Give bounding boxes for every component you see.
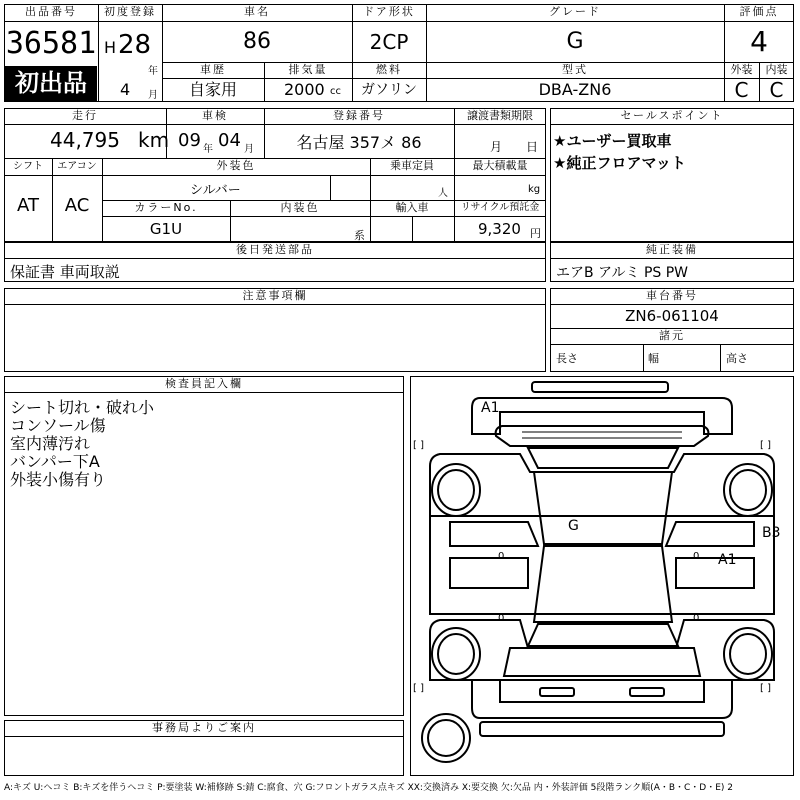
recycle: 9,320 — [478, 220, 521, 238]
mileage: 44,795 — [50, 128, 120, 152]
inspector-line-4: バンパー下A — [10, 452, 100, 471]
bracket-left-bottom: [ ] — [413, 683, 424, 694]
sales-point-1: ★ユーザー買取車 — [553, 132, 672, 150]
mileage-unit: km — [138, 128, 170, 152]
interior-label: 内装 — [765, 63, 788, 76]
equipment-label: 純正装備 — [646, 243, 698, 256]
equipment: エアB アルミ PS PW — [556, 265, 689, 281]
transfer-label: 譲渡書類期限 — [467, 109, 533, 122]
inspection-month-unit: 月 — [244, 144, 254, 155]
capacity-unit: 人 — [438, 188, 448, 199]
car-name-label: 車名 — [244, 5, 270, 18]
reg-no: 名古屋 357メ 86 — [296, 133, 422, 152]
mark-a1-side: A1 — [718, 552, 737, 568]
displacement: 2000 — [284, 80, 325, 99]
sales-points-block — [550, 108, 794, 242]
era: H — [104, 38, 117, 57]
inspection-month: 04 — [218, 130, 241, 151]
first-listing-badge: 初出品 — [5, 66, 97, 101]
lot-no-label: 出品番号 — [25, 5, 77, 18]
width-label: 幅 — [648, 352, 659, 365]
length-label: 長さ — [556, 352, 578, 365]
later-parts-label: 後日発送部品 — [236, 243, 314, 256]
transfer-day-unit: 日 — [526, 140, 539, 154]
notes-label: 注意事項欄 — [242, 289, 308, 302]
shift: AT — [17, 195, 39, 216]
car-name: 86 — [243, 29, 271, 54]
exterior-label: 外装 — [730, 63, 753, 76]
displacement-label: 排気量 — [288, 63, 328, 76]
ac: AC — [64, 195, 90, 216]
sales-point-2: ★純正フロアマット — [553, 154, 686, 172]
recycle-label: リサイクル預託金 — [460, 202, 540, 213]
legend: A:キズ U:ヘコミ B:キズを伴うヘコミ P:要塗装 W:補修跡 S:錆 C:腐食、穴 G:フロントガラス点キズ XX:交換済み X:要交換 欠:欠品 内・外装評価 5段階ランク順(A・B・C・D・E) 2 — [4, 783, 734, 793]
fuel: ガソリン — [361, 82, 417, 98]
inspector-line-2: コンソール傷 — [10, 416, 106, 435]
inspector-label: 検査員記入欄 — [165, 377, 243, 390]
load-label: 最大積載量 — [472, 159, 528, 172]
model: DBA-ZN6 — [538, 80, 612, 99]
import-label: 輸入車 — [395, 201, 429, 214]
reg-no-label: 登録番号 — [333, 109, 385, 122]
lot-no: 36581 — [5, 26, 97, 61]
mileage-label: 走行 — [72, 109, 98, 122]
bracket-left-top: [ ] — [413, 440, 424, 451]
mark-g: G — [568, 518, 579, 534]
model-label: 型式 — [562, 63, 588, 76]
zero-right-front: 0 — [693, 551, 700, 562]
grade-label: グレード — [549, 5, 601, 18]
int-color-label: 内装色 — [280, 201, 320, 214]
office-label: 事務局よりご案内 — [152, 721, 256, 734]
inspector-line-5: 外装小傷有り — [10, 470, 107, 489]
load-unit: kg — [528, 184, 541, 195]
score: 4 — [750, 25, 768, 58]
sales-points-label: セールスポイント — [620, 109, 724, 122]
int-color-unit: 系 — [354, 229, 365, 242]
first-reg-month: 4 — [120, 80, 131, 99]
mark-a1-front: A1 — [481, 400, 500, 416]
bracket-right-bottom: [ ] — [760, 683, 771, 694]
later-parts: 保証書 車両取説 — [10, 263, 120, 281]
inspection-label: 車検 — [202, 109, 228, 122]
grade: G — [566, 29, 584, 54]
ac-label: エアコン — [57, 161, 97, 172]
inspection-year: 09 — [178, 130, 201, 151]
zero-right-rear: 0 — [693, 613, 700, 624]
mark-b3: B3 — [762, 525, 781, 541]
transfer-month-unit: 月 — [490, 140, 503, 154]
interior-score: C — [769, 78, 784, 102]
height-label: 高さ — [726, 352, 748, 365]
inspector-line-1: シート切れ・破れ小 — [10, 398, 155, 417]
door-label: ドア形状 — [363, 5, 415, 18]
history-label: 車歴 — [200, 63, 226, 76]
capacity-label: 乗車定員 — [390, 159, 434, 172]
color-no: G1U — [149, 220, 183, 238]
color: シルバー — [190, 183, 241, 198]
zero-left-front: 0 — [498, 551, 505, 562]
displacement-unit: cc — [330, 86, 341, 97]
zero-left-rear: 0 — [498, 613, 505, 624]
car-diagram — [410, 376, 794, 776]
door-type: 2CP — [369, 30, 409, 54]
dims-label: 諸元 — [659, 329, 685, 342]
color-label: 外装色 — [216, 159, 256, 172]
month-unit: 月 — [148, 90, 158, 101]
chassis-no: ZN6-061104 — [625, 307, 719, 325]
history: 自家用 — [188, 80, 237, 99]
first-reg-label: 初度登録 — [104, 5, 156, 18]
color-no-label: カラーNo. — [134, 201, 198, 214]
first-reg-year: 28 — [118, 30, 152, 60]
recycle-unit: 円 — [530, 227, 541, 240]
exterior-score: C — [734, 78, 749, 102]
bracket-right-top: [ ] — [760, 440, 771, 451]
year-unit: 年 — [148, 66, 158, 77]
inspection-year-unit: 年 — [203, 144, 213, 155]
score-label: 評価点 — [739, 5, 779, 18]
inspector-line-3: 室内薄汚れ — [10, 434, 91, 453]
shift-label: シフト — [13, 161, 43, 172]
chassis-label: 車台番号 — [646, 289, 698, 302]
fuel-label: 燃料 — [376, 63, 402, 76]
